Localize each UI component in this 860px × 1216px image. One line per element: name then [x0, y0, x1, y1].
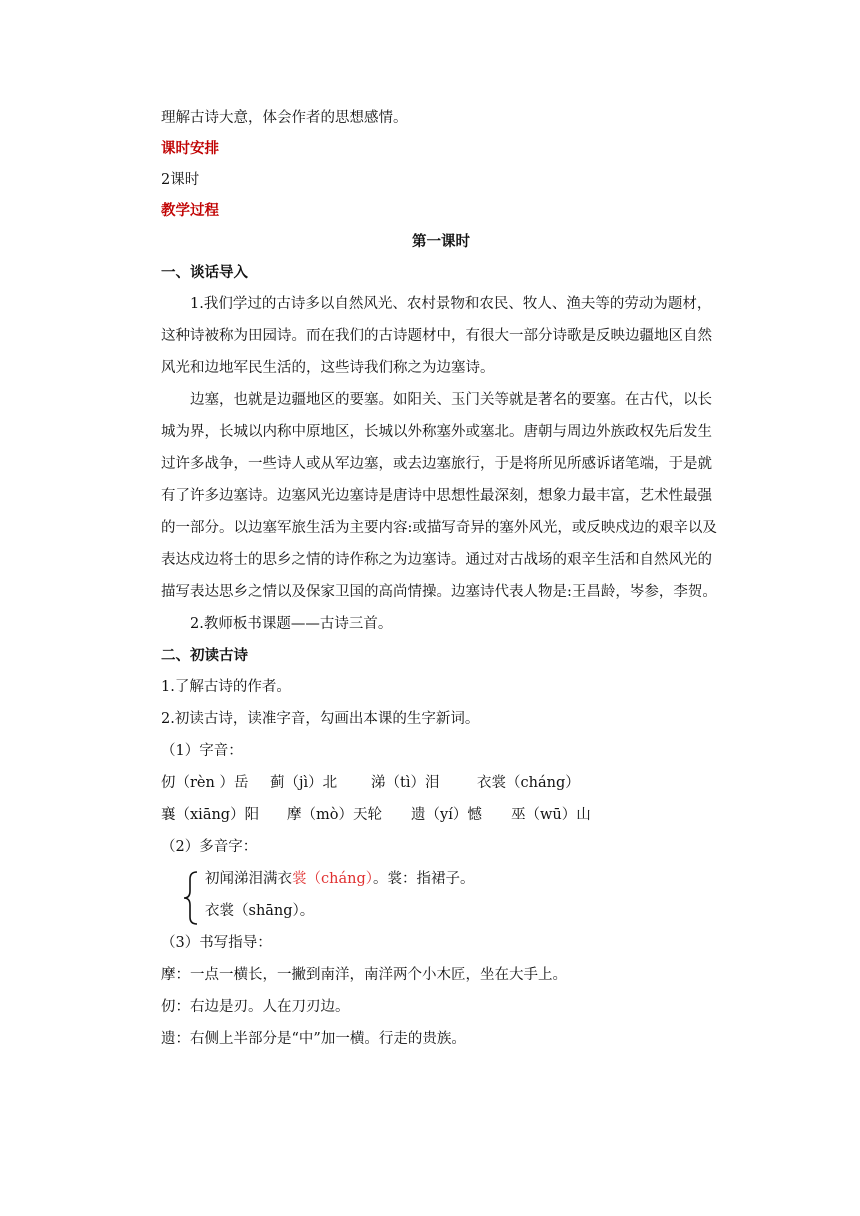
polyphone-highlight: 裳（cháng）	[292, 871, 373, 887]
pronunciation-item: 衣裳（cháng）	[477, 775, 580, 791]
writing-guide-3: 遗：右侧上半部分是“中”加一横。行走的贵族。	[161, 1031, 466, 1047]
section2-item-1: 1.了解古诗的作者。	[161, 679, 291, 695]
document-content	[161, 108, 721, 1061]
pronunciation-row-1	[161, 773, 721, 793]
pronunciation-item: 仞（rèn ）岳	[161, 775, 249, 791]
writing-subheading: （3）书写指导：	[161, 935, 272, 951]
pronunciation-item: 襄（xiāng）阳	[161, 807, 260, 823]
lesson-title: 第一课时	[412, 234, 470, 250]
pronunciation-item: 蓟（jì）北	[270, 775, 338, 791]
polyphone-line-2: 衣裳（shāng）。	[205, 903, 315, 919]
pronunciation-item: 涕（tì）泪	[371, 775, 440, 791]
polyphone-line-1: 初闻涕泪满衣裳（cháng）。裳：指裙子。	[205, 871, 475, 887]
pronunciation-subheading: （1）字音：	[161, 743, 243, 759]
section1-paragraph-2: 边塞，也就是边疆地区的要塞。如阳关、玉门关等就是著名的要塞。在古代，以长城为界，长城以内称中原地区，长城以外称塞外或塞北。唐朝与周边外族政权先后发生过许多战争，一些诗人或从军边塞，或去边塞旅行，于是将所见所感诉诸笔端，于是就有了许多边塞诗。边塞风光边塞诗是唐诗中思想性最深刻，想象力最丰富，艺术性最强的一部分。以边塞军旅生活为主要内容:或描写奇异的塞外风光，或反映戍边的艰辛以及表达戍边将士的思乡之情的诗作称之为边塞诗。通过对古战场的艰辛生活和自然风光的描写表达思乡之情以及保家卫国的高尚情操。边塞诗代表人物是:王昌龄，岑参，李贺。	[161, 392, 717, 600]
section2-heading: 二、初读古诗	[161, 648, 248, 664]
objective-text: 理解古诗大意，体会作者的思想感情。	[161, 110, 408, 126]
writing-guide-1: 摩：一点一横长，一撇到南洋，南洋两个小木匠，坐在大手上。	[161, 967, 567, 983]
schedule-value: 2课时	[161, 172, 200, 188]
pronunciation-item: 摩（mò）天轮	[287, 807, 382, 823]
curly-brace-icon	[183, 871, 199, 925]
schedule-heading: 课时安排	[161, 141, 219, 157]
writing-guide-2: 仞：右边是刃。人在刀刃边。	[161, 999, 350, 1015]
pronunciation-row-2	[161, 805, 721, 825]
section1-paragraph-3: 2.教师板书课题——古诗三首。	[190, 616, 393, 632]
section1-paragraph-1: 1.我们学过的古诗多以自然风光、农村景物和农民、牧人、渔夫等的劳动为题材，这种诗被称为田园诗。而在我们的古诗题材中，有很大一部分诗歌是反映边疆地区自然风光和边地军民生活的，这些诗我们称之为边塞诗。	[161, 296, 712, 376]
polyphone-group	[161, 869, 721, 921]
process-heading: 教学过程	[161, 203, 219, 219]
section2-item-2: 2.初读古诗，读准字音，勾画出本课的生字新词。	[161, 711, 480, 727]
polyphone-subheading: （2）多音字：	[161, 839, 258, 855]
section1-heading: 一、谈话导入	[161, 265, 248, 281]
pronunciation-item: 遗（yí）憾	[411, 807, 482, 823]
pronunciation-item: 巫（wū）山	[511, 807, 591, 823]
